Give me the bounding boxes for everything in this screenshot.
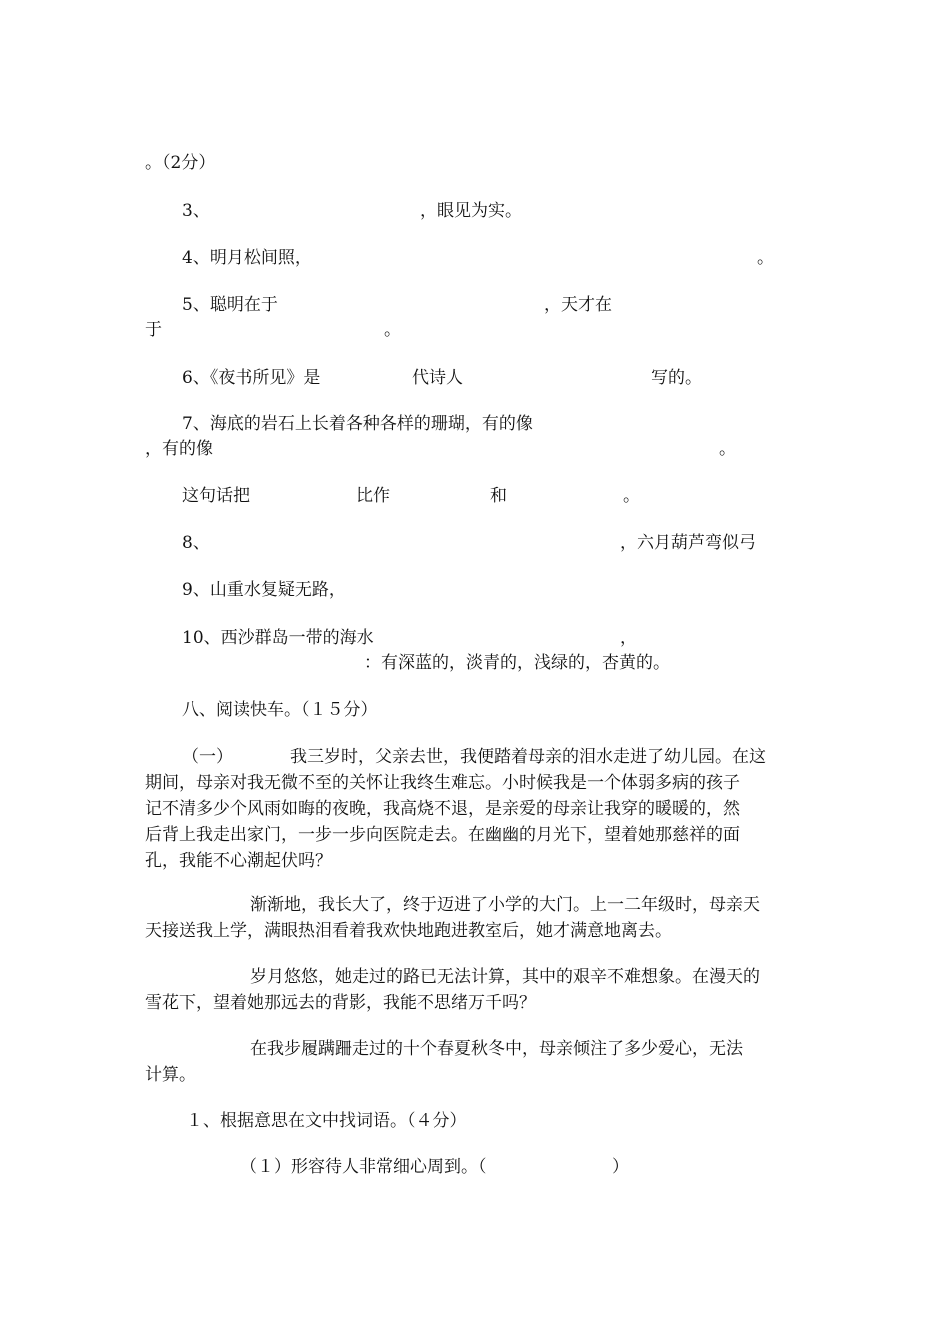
task-1-1-text: （１）形容待人非常细心周到。（ bbox=[240, 1157, 487, 1177]
passage-p3-line1: 岁月悠悠，她走过的路已无法计算，其中的艰辛不难想象。在漫天的 bbox=[250, 967, 760, 987]
q5-end: 。 bbox=[384, 320, 401, 340]
passage-p2-line2: 天接送我上学，满眼热泪看着我欢快地跑进教室后，她才满意地离去。 bbox=[145, 921, 672, 941]
q10-line1: 10、西沙群岛一带的海水 bbox=[182, 628, 374, 648]
q5-text: 5、聪明在于 bbox=[182, 295, 278, 315]
q5-line2: 于 bbox=[145, 320, 162, 340]
q6-mid: 代诗人 bbox=[412, 368, 463, 388]
q6-end: 写的。 bbox=[651, 368, 702, 388]
passage-p3-line2: 雪花下，望着她那远去的背影，我能不思绪万千吗？ bbox=[145, 993, 536, 1013]
q7-note-mid2: 和 bbox=[490, 486, 507, 506]
passage-p1-line3: 记不清多少个风雨如晦的夜晚，我高烧不退，是亲爱的母亲让我穿的暖暖的，然 bbox=[145, 799, 740, 819]
passage-p4-line1: 在我步履蹒跚走过的十个春夏秋冬中，母亲倾注了多少爱心，无法 bbox=[250, 1039, 743, 1059]
q7-note-mid1: 比作 bbox=[356, 486, 390, 506]
q3-number: 3、 bbox=[182, 201, 210, 221]
q5-mid: ，天才在 bbox=[544, 295, 612, 315]
task-1-title: １、根据意思在文中找词语。（４分） bbox=[186, 1111, 467, 1131]
q7-end: 。 bbox=[719, 439, 736, 459]
passage-p1-line5: 孔，我能不心潮起伏吗？ bbox=[145, 851, 332, 871]
passage-p1-line1: 我三岁时，父亲去世，我便踏着母亲的泪水走进了幼儿园。在这 bbox=[290, 747, 766, 767]
q8-number: 8、 bbox=[182, 533, 210, 553]
q10-comma: ， bbox=[620, 628, 637, 648]
q8-tail: ，六月葫芦弯似弓 bbox=[620, 533, 756, 553]
q7-note-start: 这句话把 bbox=[182, 486, 250, 506]
passage-p1-line4: 后背上我走出家门，一步一步向医院走去。在幽幽的月光下，望着她那慈祥的面 bbox=[145, 825, 740, 845]
passage-p2-line1: 渐渐地，我长大了，终于迈进了小学的大门。上一二年级时，母亲天 bbox=[250, 895, 760, 915]
passage-p1-line2: 期间，母亲对我无微不至的关怀让我终生难忘。小时候我是一个体弱多病的孩子 bbox=[145, 773, 740, 793]
q7-line2: ，有的像 bbox=[145, 439, 213, 459]
q3-tail: ，眼见为实。 bbox=[420, 201, 522, 221]
q4-end: 。 bbox=[757, 248, 774, 268]
section-8-title: 八、阅读快车。（１５分） bbox=[182, 700, 378, 720]
q2-score: 。（2分） bbox=[145, 153, 216, 173]
passage-label: （一） bbox=[182, 747, 233, 767]
q6-text: 6、《夜书所见》是 bbox=[182, 368, 321, 388]
q10-line2: ：有深蓝的，淡青的，浅绿的，杏黄的。 bbox=[364, 653, 670, 673]
q7-line1: 7、海底的岩石上长着各种各样的珊瑚，有的像 bbox=[182, 414, 533, 434]
q4-text: 4、明月松间照， bbox=[182, 248, 312, 268]
task-1-1-end: ） bbox=[612, 1157, 629, 1177]
q7-note-end: 。 bbox=[623, 486, 640, 506]
passage-p4-line2: 计算。 bbox=[145, 1065, 196, 1085]
q9-text: 9、山重水复疑无路， bbox=[182, 580, 346, 600]
